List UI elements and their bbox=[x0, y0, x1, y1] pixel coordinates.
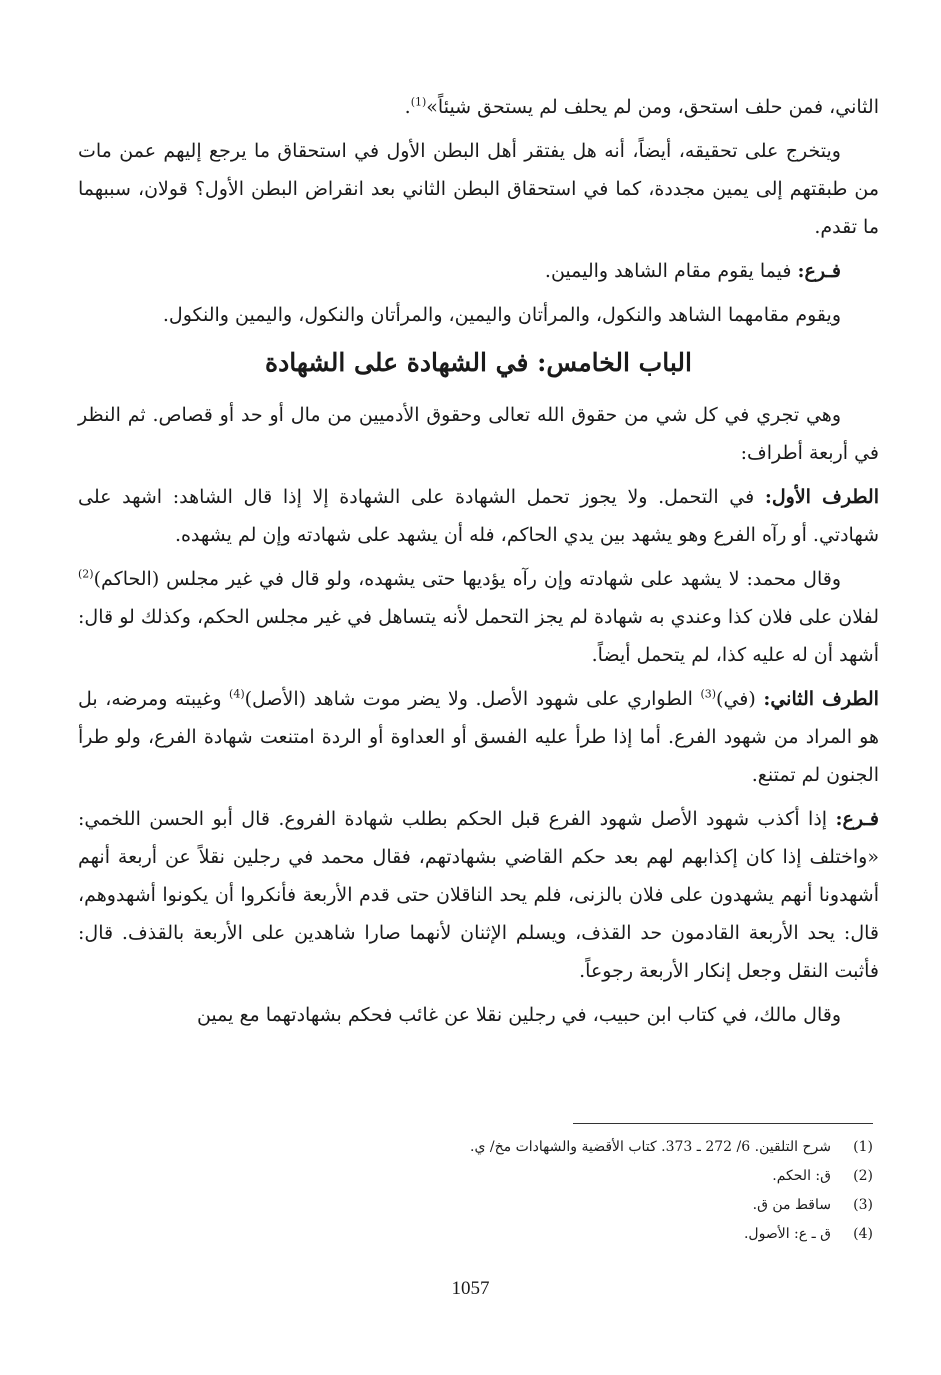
footnote-number: (1) bbox=[853, 1139, 873, 1155]
page-number: 1057 bbox=[451, 1278, 490, 1299]
paragraph-text: وقال مالك، في كتاب ابن حبيب، في رجلين نقلا عن غائب فحكم بشهادتهما مع يمين bbox=[196, 1004, 841, 1026]
paragraph-text: وغيبته ومرضه، بل هو المراد من شهود الفرع. أما إذا طرأ عليه الفسق أو العداوة أو الردة امتنعت شهادة الفرع، ولو طرأ الجنون لم تمتنع. bbox=[78, 688, 879, 786]
paragraph-text: في التحمل. ولا يجوز تحمل الشهادة على الشهادة إلا إذا قال الشاهد: اشهد على شهادتي. أو رآه الفرع وهو يشهد بين يدي الحاكم، فله أن يشهد على شهادته وإن لم يشهده. bbox=[78, 486, 879, 546]
paragraph-text: وقال محمد: لا يشهد على شهادته وإن رآه يؤديها حتى يشهده، ولو قال في غير مجلس (الحاكم) bbox=[93, 568, 841, 590]
footnote-ref: (4) bbox=[229, 687, 245, 701]
footnote-text: شرح التلقين. 6/ 272 ـ 373. كتاب الأقضية والشهادات مخ/ ي. bbox=[470, 1139, 831, 1155]
paragraph-10 bbox=[78, 996, 879, 1034]
paragraph-tail: . bbox=[404, 96, 411, 118]
paragraph-1 bbox=[78, 88, 879, 126]
footnote-number: (4) bbox=[853, 1226, 873, 1242]
branch-label: فـرع: bbox=[835, 808, 879, 830]
footnote-text: ق ـ ع: الأصول. bbox=[743, 1226, 831, 1242]
paragraph-text: ويتخرج على تحقيقه، أيضاً، أنه هل يفتقر أهل البطن الأول في استحقاق ما يرجع إليهم عمن مات من طبقتهم إلى يمين مجددة، كما في استحقاق البطن الثاني بعد انقراض البطن الأول؟ قولان، سببهما ما تقدم. bbox=[78, 140, 879, 238]
paragraph-text: لفلان على فلان كذا وعندي به شهادة لم يجز التحمل لأنه يتساهل في غير مجلس الحكم، وكذلك لو قال: أشهد أن له عليه كذا، لم يتحمل أيضاً. bbox=[78, 606, 879, 666]
footnote-text: ساقط من ق. bbox=[752, 1197, 831, 1213]
paragraph-8 bbox=[78, 680, 879, 794]
paragraph-3 bbox=[78, 252, 879, 290]
footnote-number: (2) bbox=[853, 1168, 873, 1184]
paragraph-text: (في) bbox=[716, 688, 764, 710]
footnote-1 bbox=[78, 1133, 873, 1162]
paragraph-2 bbox=[78, 132, 879, 246]
paragraph-text: إذا أكذب شهود الأصل شهود الفرع قبل الحكم بطلب شهادة الفروع. قال أبو الحسن اللخمي: «واختلف إذا كان إكذابهم لهم بعد حكم القاضي بشهادتهم، فقال محمد في رجلين نقلاً عن أربعة أنهم أشهدونا أنهم يشهدون على فلان بالزنى، فلم يحد الناقلان حتى قدم الأربعة فأنكروا أن يكونوا أشهدوهم، قال: يحد الأربعة القادمون حد القذف، ويسلم الإثنان لأنهما صارا شاهدين على الأربعة بالقذف. قال: فأثبت النقل وجعل إنكار الأربعة رجوعاً. bbox=[78, 808, 879, 982]
paragraph-4 bbox=[78, 296, 879, 334]
footnote-ref: (2) bbox=[78, 567, 94, 581]
paragraph-text: الطواري على شهود الأصل. ولا يضر موت شاهد (الأصل) bbox=[244, 688, 701, 710]
footnote-ref: (3) bbox=[700, 687, 717, 701]
section-label: الطرف الثاني: bbox=[763, 688, 879, 710]
footnote-4 bbox=[78, 1220, 873, 1249]
paragraph-6 bbox=[78, 478, 879, 554]
paragraph-text: وهي تجري في كل شي من حقوق الله تعالى وحقوق الأدميين من مال أو حد أو قصاص. ثم النظر في أربعة أطراف: bbox=[78, 404, 879, 464]
footnote-ref: (1) bbox=[410, 95, 427, 109]
paragraph-text: ويقوم مقامهما الشاهد والنكول، والمرأتان واليمين، والمرأتان والنكول، واليمين والنكول. bbox=[162, 304, 841, 326]
paragraph-text: الثاني، فمن حلف استحق، ومن لم يحلف لم يستحق شيئاً» bbox=[426, 96, 879, 118]
chapter-heading: الباب الخامس: في الشهادة على الشهادة bbox=[265, 348, 692, 377]
branch-label: فـرع: bbox=[797, 260, 841, 282]
paragraph-5 bbox=[78, 396, 879, 472]
footnote-3 bbox=[78, 1191, 873, 1220]
footnote-divider bbox=[573, 1123, 873, 1124]
footnote-2 bbox=[78, 1162, 873, 1191]
paragraph-7 bbox=[78, 560, 879, 674]
section-label: الطرف الأول: bbox=[764, 486, 879, 508]
paragraph-text: فيما يقوم مقام الشاهد واليمين. bbox=[544, 260, 798, 282]
paragraph-9 bbox=[78, 800, 879, 990]
footnotes bbox=[78, 1133, 873, 1249]
footnote-number: (3) bbox=[853, 1197, 873, 1213]
footnote-text: ق: الحكم. bbox=[772, 1168, 831, 1184]
